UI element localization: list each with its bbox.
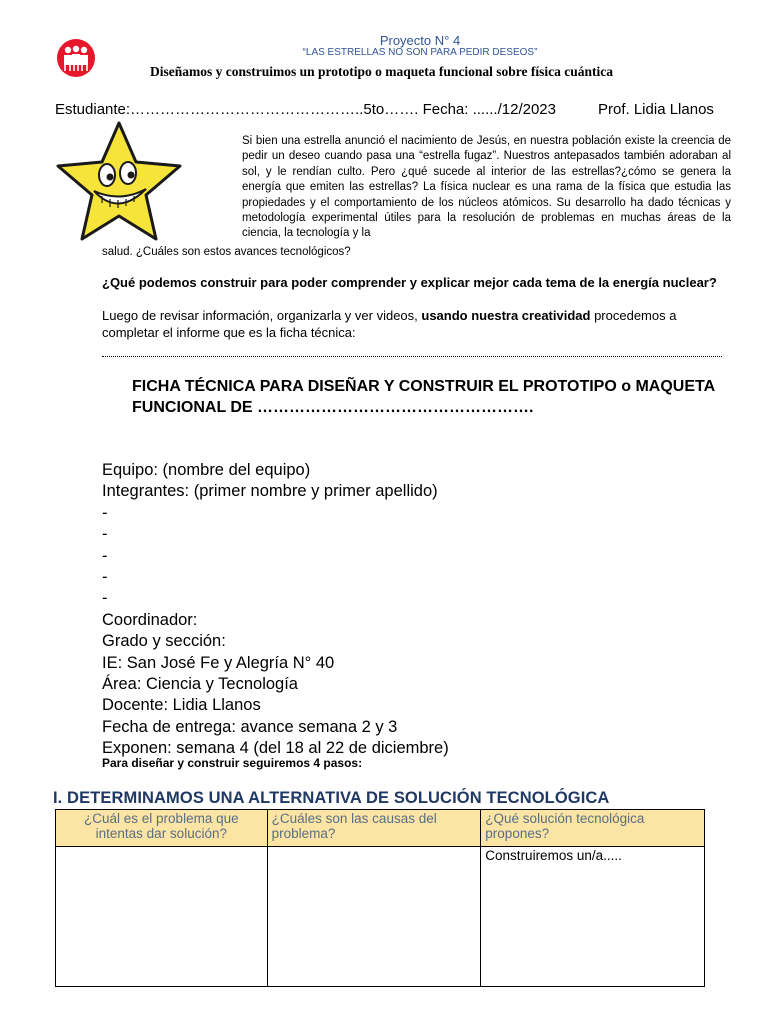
guiding-question: ¿Qué podemos construir para poder comprender y explicar mejor cada tema de la energía nuclear? [102, 275, 717, 290]
team-fields [102, 460, 449, 759]
intro-paragraph-end: salud. ¿Cuáles son estos avances tecnológicos? [102, 246, 351, 258]
field-area: Área: Ciencia y Tecnología [102, 674, 298, 693]
intro-paragraph: Si bien una estrella anunció el nacimiento de Jesús, en nuestra población existe la creencia de pedir un deseo cuando pasa una “estrella fugaz”. Nuestros antepasados también adoraban al sol, y le rendían culto. Pero ¿qué sucede al interior de las estrellas?¿cómo se genera la energía que emiten las estrellas? La física nuclear es una rama de la física que estudia las propiedades y el comportamiento de los núcleos atómicos. Su desarrollo ha dado técnicas y metodología experimental útiles para la resolución de problemas en muchas áreas de la ciencia, la tecnología y la [242, 135, 731, 240]
field-integrantes: Integrantes: (primer nombre y primer apellido) [102, 482, 438, 501]
table-header-row [56, 810, 705, 847]
project-motto: “LAS ESTRELLAS NO SON PARA PEDIR DESEOS” [302, 47, 538, 58]
instructions-paragraph: Luego de revisar información, organizarla y ver videos, usando nuestra creatividad procedemos a completar el informe que es la ficha técnica: [102, 308, 677, 340]
field-ie: IE: San José Fe y Alegría N° 40 [102, 653, 335, 672]
field-coordinador: Coordinador: [102, 610, 198, 629]
student-date-line: Estudiante:………………………………………..5to……. Fecha: ....../12/2023 [55, 101, 556, 118]
project-number: Proyecto N° 4 [379, 33, 461, 48]
member-line: - [102, 589, 108, 608]
solution-table [55, 809, 705, 987]
teacher-name: Prof. Lidia Llanos [598, 101, 714, 118]
cell-causes[interactable] [267, 847, 481, 987]
member-line: - [102, 567, 108, 586]
field-fecha-entrega: Fecha de entrega: avance semana 2 y 3 [102, 717, 398, 736]
steps-note: Para diseñar y construir seguiremos 4 pasos: [102, 756, 363, 770]
table-row [56, 847, 705, 987]
cell-solution[interactable]: Construiremos un/a..... [481, 847, 705, 987]
column-header-problem: ¿Cuál es el problema que intentas dar solución? [56, 810, 268, 847]
column-header-causes: ¿Cuáles son las causas del problema? [267, 810, 481, 847]
instructions-emphasis: usando nuestra creatividad [421, 308, 591, 323]
smiling-star-icon [54, 119, 184, 244]
project-title: Diseñamos y construimos un prototipo o maqueta funcional sobre física cuántica [150, 64, 614, 79]
member-line: - [102, 503, 108, 522]
cell-problem[interactable] [56, 847, 268, 987]
member-line: - [102, 546, 108, 565]
dotted-separator [102, 356, 722, 357]
section-heading: I. DETERMINAMOS UNA ALTERNATIVA DE SOLUCIÓN TECNOLÓGICA [53, 789, 610, 807]
field-equipo: Equipo: (nombre del equipo) [102, 461, 311, 479]
column-header-solution: ¿Qué solución tecnológica propones? [481, 810, 705, 847]
ficha-title: FICHA TÉCNICA PARA DISEÑAR Y CONSTRUIR EL PROTOTIPO o MAQUETA FUNCIONAL DE ……………………………………………. [132, 378, 715, 416]
field-docente: Docente: Lidia Llanos [102, 696, 261, 715]
field-grado: Grado y sección: [102, 632, 226, 651]
member-line: - [102, 525, 108, 544]
field-exponen: Exponen: semana 4 (del 18 al 22 de diciembre) [102, 739, 449, 758]
